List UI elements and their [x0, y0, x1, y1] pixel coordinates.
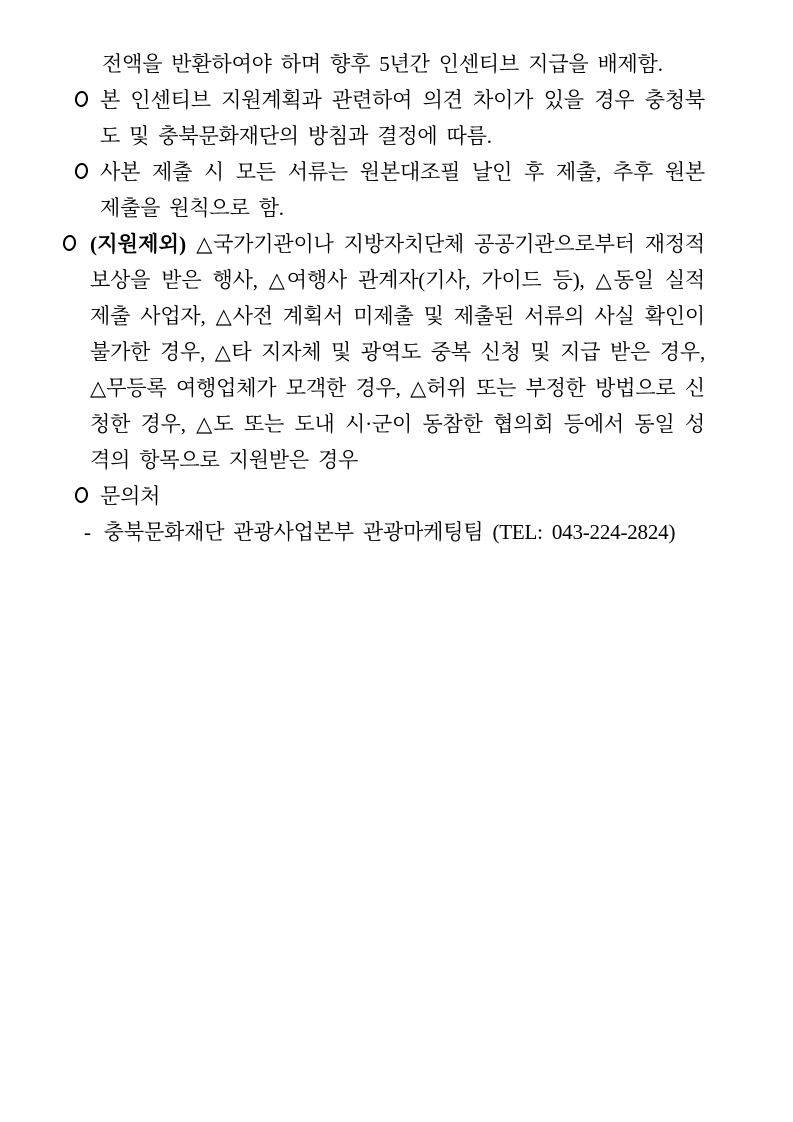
bullet-item-copy-submission-text: 사본 제출 시 모든 서류는 원본대조필 날인 후 제출, 추후 원본 제출을 원칙으로 함.: [100, 160, 705, 220]
paragraph-continuation: 전액을 반환하여야 하며 향후 5년간 인센티브 지급을 배제함.: [102, 52, 663, 76]
bullet-item-exclusion-paragraph: [90, 226, 705, 478]
bullet-item-exclusion-text: △국가기관이나 지방자치단체 공공기관으로부터 재정적 보상을 받은 행사, △여행사 관계자(기사, 가이드 등), △동일 실적 제출 사업자, △사전 계획서 미제출 및 제출된 서류의 사실 확인이 불가한 경우, △타 지자체 및 광역도 중복 신청 및 지급 받은 경우, △무등록 여행업체가 모객한 경우, △허위 또는 부정한 방법으로 신청한 경우, △도 또는 도내 시·군이 동참한 협의회 등에서 동일 성격의 항목으로 지원받은 경우: [90, 232, 705, 472]
circle-bullet-icon: [74, 90, 89, 107]
bullet-item-copy-submission: [63, 154, 705, 226]
exclusion-label: (지원제외): [90, 232, 187, 256]
dash-marker: -: [84, 520, 91, 544]
bullet-item-inquiry: [63, 478, 705, 514]
contact-line: [63, 514, 705, 550]
bullet-item-exclusion: [63, 226, 705, 478]
circle-bullet-icon: [62, 234, 77, 251]
circle-bullet-icon: [74, 486, 89, 503]
bullet-item-inquiry-text: 문의처: [100, 484, 161, 508]
contact-line-text: 충북문화재단 관광사업본부 관광마케팅팀 (TEL: 043-224-2824): [103, 520, 676, 544]
bullet-item-opinion-text: 본 인센티브 지원계획과 관련하여 의견 차이가 있을 경우 충청북도 및 충북문화재단의 방침과 결정에 따름.: [100, 88, 705, 148]
document-content: [63, 46, 705, 550]
bullet-item-opinion: [63, 82, 705, 154]
circle-bullet-icon: [74, 162, 89, 179]
